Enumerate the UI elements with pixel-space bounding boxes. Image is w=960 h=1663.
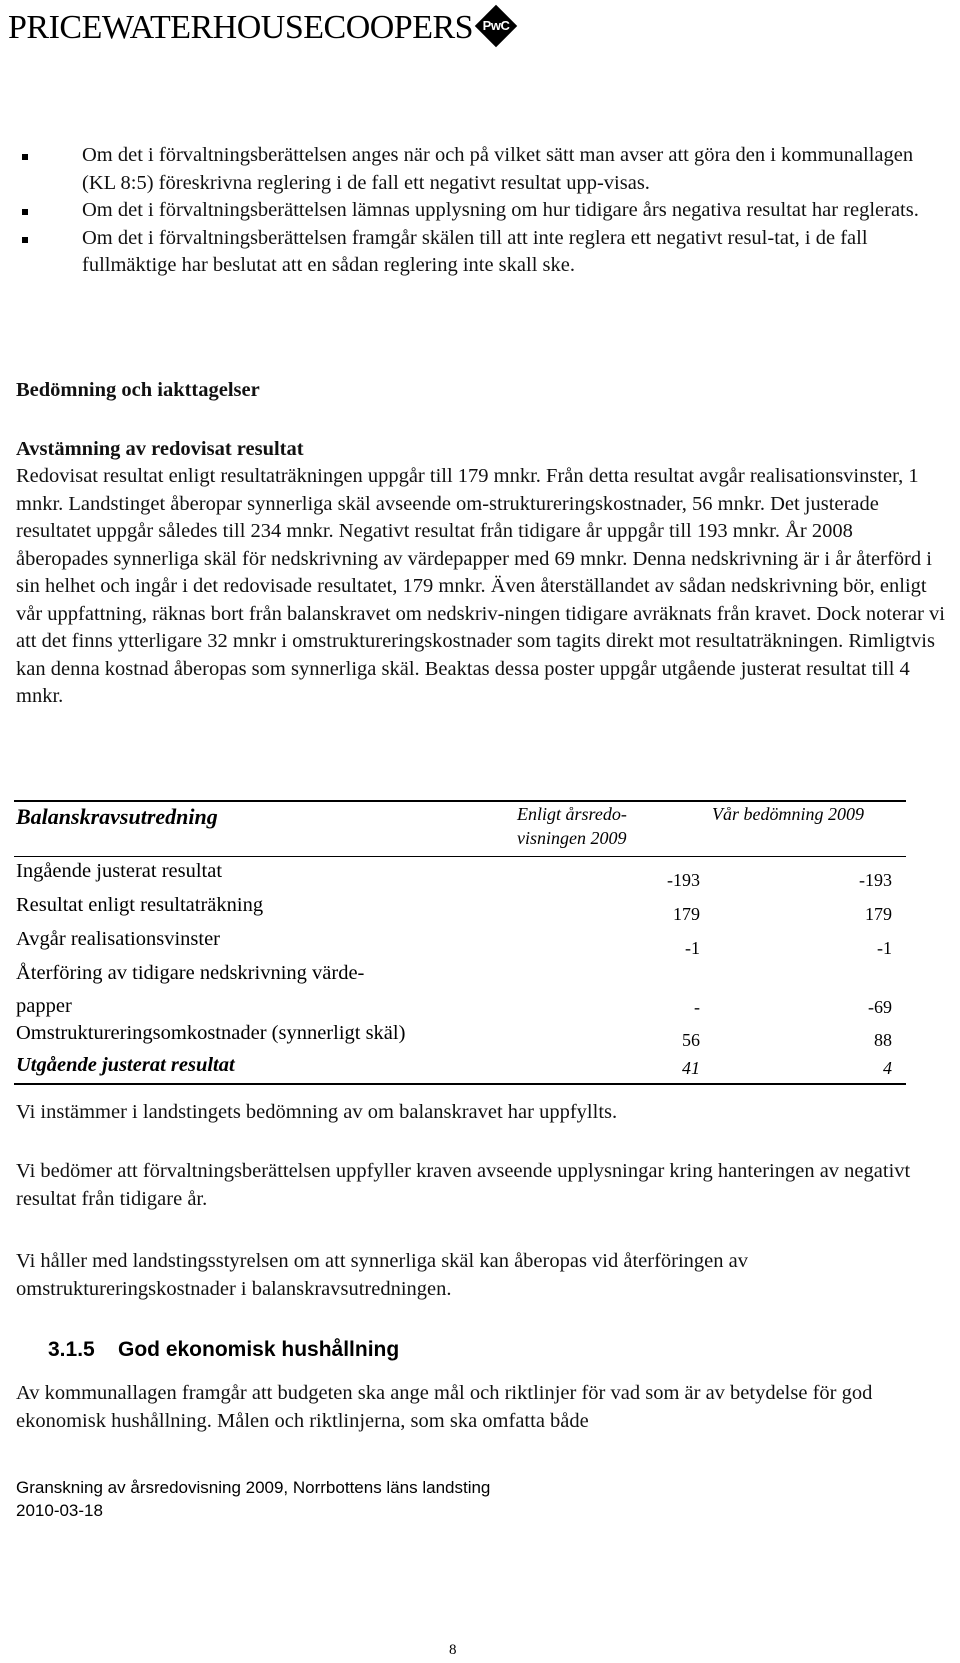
bullet-item [20, 197, 950, 225]
table-total-cell: 41 [682, 1058, 700, 1078]
table-cell: -69 [868, 997, 892, 1017]
table-cell: 179 [865, 904, 892, 924]
paragraph-judge: Vi bedömer att förvaltningsberättelsen uppfyller kraven avseende upplysningar kring hanteringen av negativt resultat från tidigare år. [16, 1160, 911, 1210]
paragraph-hold: Vi håller med landstingsstyrelsen om att synnerliga skäl kan åberopas vid återföringen av omstruktureringskostnader i balanskravsutredningen. [16, 1250, 749, 1300]
bullet-text: Om det i förvaltningsberättelsen anges när och på vilket sätt man avser att göra den i kommunallagen (KL 8:5) föreskrivna reglering i de fall ett negativt resultat upp-visas. [82, 144, 914, 194]
bullet-square-icon [22, 209, 28, 215]
table-cell: -1 [877, 938, 892, 958]
bullet-square-icon [22, 237, 28, 243]
table-cell: -193 [859, 870, 892, 890]
table-cell: -1 [685, 938, 700, 958]
table-row-label: Avgår realisationsvinster [16, 928, 220, 950]
table-cell: -193 [667, 870, 700, 890]
paragraph-result: Redovisat resultat enligt resultaträkningen uppgår till 179 mnkr. Från detta resultat avgår realisationsvinster, 1 mnkr. Landstinget åberopar synnerliga skäl avseende om-struktureringskostnader, 56 mnkr. Det justerade resultatet uppgår således till 234 mnkr. Negativt resultat från tidigare år uppgår till 193 mnkr. År 2008 åberopades synnerliga skäl för nedskrivning av värdepapper med 69 mnkr. Denna nedskrivning är i år återförd i sin helhet och ingår i det redovisade resultatet, 179 mnkr. Även återställandet av sådan nedskrivning bör, enligt vår uppfattning, räknas bort från balanskravet om nedskriv-ningen tidigare avräknats från kravet. Dock noterar vi att det finns ytterligare 32 mnkr i omstruktureringskostnader som tagits direkt mot resultaträkningen. Rimligtvis kan denna kostnad åberopas som synnerliga skäl. Beaktas dessa poster uppgår utgående justerat resultat till 4 mnkr. [16, 465, 945, 707]
table-col1-header: Enligt årsredo-visningen 2009 [517, 804, 627, 848]
table-cell: 179 [673, 904, 700, 924]
section-heading [48, 1338, 399, 1362]
logo-text: PRICEWATERHOUSECOOPERS [8, 9, 474, 46]
table-cell: - [694, 997, 700, 1017]
table-total-label: Utgående justerat resultat [16, 1054, 235, 1076]
table-rule-header [14, 856, 906, 857]
footer [16, 1476, 490, 1522]
table-row-label-cont: papper [16, 995, 72, 1017]
paragraph-agree: Vi instämmer i landstingets bedömning av om balanskravet har uppfyllts. [16, 1101, 618, 1123]
table-cell: 56 [682, 1030, 700, 1050]
paragraph-kommunallagen: Av kommunallagen framgår att budgeten ska ange mål och riktlinjer för vad som är av betydelse för god ekonomisk hushållning. Målen och riktlinjerna, som ska omfatta både [16, 1382, 873, 1432]
bullet-item [20, 142, 950, 197]
bullet-text: Om det i förvaltningsberättelsen lämnas upplysning om hur tidigare års negativa resultat har reglerats. [82, 199, 919, 221]
bullet-text: Om det i förvaltningsberättelsen framgår skälen till att inte reglera ett negativt resul-tat, i de fall fullmäktige har beslutat att en sådan reglering inte skall ske. [82, 226, 868, 276]
heading-bedomning: Bedömning och iakttagelser [16, 379, 260, 401]
bullet-item [20, 225, 950, 280]
table-row-label: Resultat enligt resultaträkning [16, 894, 264, 916]
table-row-label: Ingående justerat resultat [16, 860, 223, 882]
table-row-label: Återföring av tidigare nedskrivning värde- [16, 962, 365, 984]
bullet-list [20, 142, 950, 280]
section-number: 3.1.5 [48, 1338, 95, 1361]
heading-avstamning: Avstämning av redovisat resultat [16, 438, 304, 460]
logo-mark-text: PwC [482, 18, 510, 33]
footer-line1: Granskning av årsredovisning 2009, Norrbottens läns landsting [16, 1478, 491, 1497]
section-title: God ekonomisk hushållning [118, 1338, 400, 1361]
table-cell: 88 [874, 1030, 892, 1050]
table-row-label: Omstruktureringsomkostnader (synnerligt skäl) [16, 1022, 406, 1044]
footer-date: 2010-03-18 [16, 1501, 103, 1520]
table-total-cell: 4 [883, 1058, 892, 1078]
table-rule-bottom [14, 1083, 906, 1085]
pwc-logo [8, 6, 511, 50]
page-number: 8 [449, 1642, 457, 1658]
table-title: Balanskravsutredning [16, 804, 218, 829]
bullet-square-icon [22, 154, 28, 160]
table-col2-header: Vår bedömning 2009 [712, 804, 864, 824]
pwc-mark-icon [475, 5, 517, 47]
